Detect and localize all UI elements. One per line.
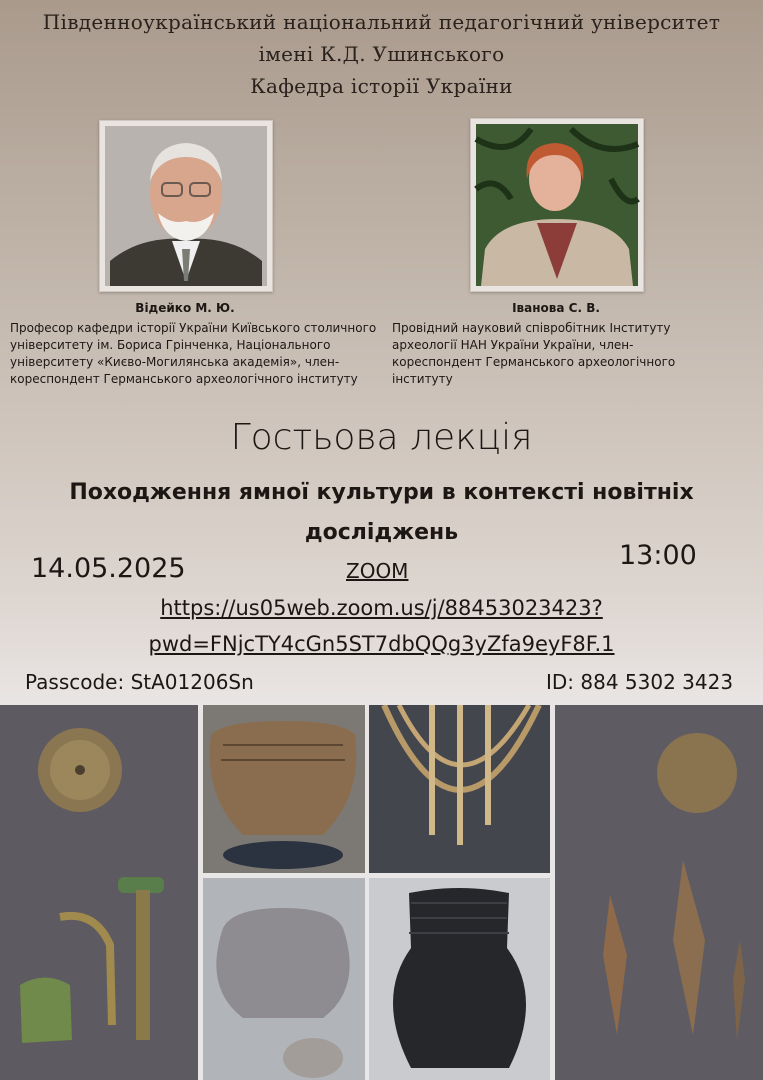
lecture-label: Гостьова лекція <box>230 417 533 458</box>
artifact-photo-necklace <box>369 705 550 873</box>
artifact-photo-black-pot <box>369 878 550 1080</box>
speaker-photo-videiko <box>99 120 273 292</box>
lecture-title-line2: досліджень <box>304 520 459 545</box>
speaker-name-videiko: Відейко М. Ю. <box>135 301 235 315</box>
event-date: 14.05.2025 <box>31 553 186 584</box>
artifact-photo-clay-pot <box>203 705 365 873</box>
bio-line: університету ім. Бориса Грінченка, Національного <box>10 338 331 352</box>
bio-line: університету «Києво-Могилянська академія», член- <box>10 355 340 369</box>
bio-line: Професор кафедри історії України Київського столичного <box>10 321 377 335</box>
speaker-bio-videiko <box>10 320 390 388</box>
university-name-line2: імені К.Д. Ушинського <box>258 42 505 66</box>
passcode: Passcode: StA01206Sn <box>25 670 254 694</box>
lecture-title: Походження ямної культури в контексті новітніх <box>69 480 694 505</box>
zoom-link[interactable]: https://us05web.zoom.us/j/88453023423? <box>160 596 603 620</box>
event-time: 13:00 <box>619 540 697 571</box>
artifact-photo-grey-pot <box>203 878 365 1080</box>
speaker-name-ivanova: Іванова С. В. <box>512 301 600 315</box>
zoom-link-line2[interactable]: pwd=FNjcTY4cGn5ST7dbQQg3yZfa9eyF8F.1 <box>148 632 615 656</box>
speaker-bio-ivanova <box>392 320 752 388</box>
meeting-id: ID: 884 5302 3423 <box>546 670 734 694</box>
department-name: Кафедра історії України <box>250 74 513 98</box>
artifact-photo-metal-ornaments <box>0 705 198 1080</box>
bio-line: археології НАН України України, член- <box>392 338 634 352</box>
speaker-photo-ivanova <box>470 118 644 292</box>
artifact-photo-bronze-points <box>555 705 763 1080</box>
bio-line: кореспондент Германського археологічного <box>392 355 676 369</box>
platform-label: ZOOM <box>346 559 409 583</box>
bio-line: кореспондент Германського археологічного інституту <box>10 372 358 386</box>
university-name: Південноукраїнський національний педагогічний університет <box>42 10 721 34</box>
bio-line: Провідний науковий співробітник Інституту <box>392 321 671 335</box>
bio-line: інституту <box>392 372 453 386</box>
